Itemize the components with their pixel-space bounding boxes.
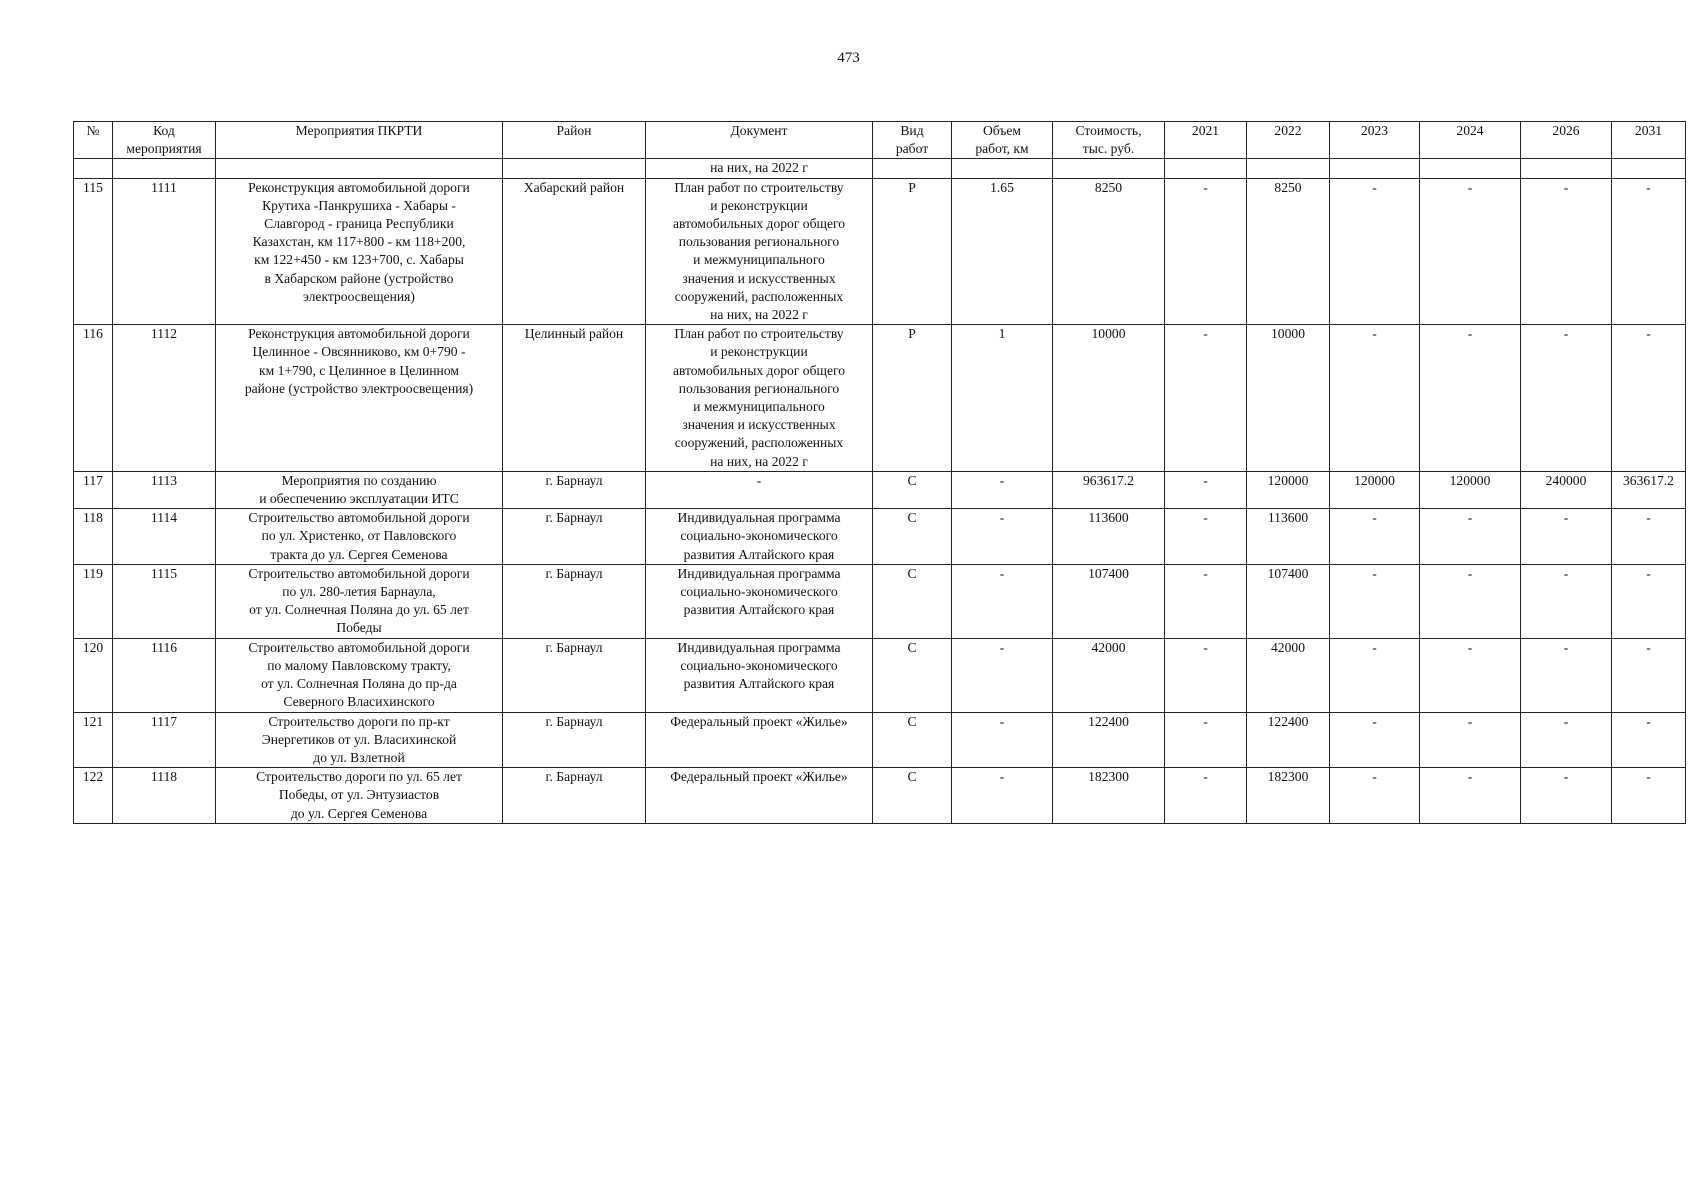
cell-y2026: - — [1521, 178, 1612, 325]
cell-cost: 122400 — [1053, 712, 1165, 768]
cell-number: 116 — [74, 325, 113, 472]
cell-y2026: - — [1521, 325, 1612, 472]
table-row — [74, 564, 1686, 638]
cell-y2021: - — [1165, 564, 1247, 638]
cell-y2031: - — [1612, 768, 1686, 824]
cell-y2022: 10000 — [1247, 325, 1330, 472]
cell-cost: 107400 — [1053, 564, 1165, 638]
cell-district: г. Барнаул — [503, 509, 646, 565]
cell-y2022: 122400 — [1247, 712, 1330, 768]
cell-y2021: - — [1165, 638, 1247, 712]
cell-measure: Строительство автомобильной дороги по ул. Христенко, от Павловского тракта до ул. Сергея Семенова — [216, 509, 503, 565]
cell-measure: Строительство автомобильной дороги по малому Павловскому тракту, от ул. Солнечная Поляна до пр-да Северного Власихинского — [216, 638, 503, 712]
table-row — [74, 768, 1686, 824]
cell-document: Федеральный проект «Жилье» — [646, 768, 873, 824]
cell-district: Хабарский район — [503, 178, 646, 325]
cell-y2024: 120000 — [1420, 471, 1521, 508]
cell-work-type: Р — [873, 178, 952, 325]
cell-district: г. Барнаул — [503, 638, 646, 712]
table-cell — [216, 159, 503, 178]
cell-y2026: - — [1521, 638, 1612, 712]
cell-code: 1118 — [113, 768, 216, 824]
cell-work-type: С — [873, 471, 952, 508]
cell-document: - — [646, 471, 873, 508]
col-header-2021: 2021 — [1165, 122, 1247, 159]
table-cell — [113, 159, 216, 178]
cell-work-volume: 1.65 — [952, 178, 1053, 325]
col-header-code: Код мероприятия — [113, 122, 216, 159]
cell-y2031: - — [1612, 509, 1686, 565]
cell-y2022: 8250 — [1247, 178, 1330, 325]
cell-y2021: - — [1165, 178, 1247, 325]
cell-y2031: 363617.2 — [1612, 471, 1686, 508]
table-cell — [873, 159, 952, 178]
cell-y2026: 240000 — [1521, 471, 1612, 508]
cell-y2031: - — [1612, 712, 1686, 768]
cell-work-type: С — [873, 564, 952, 638]
cell-cost: 10000 — [1053, 325, 1165, 472]
cell-measure: Строительство дороги по пр-кт Энергетиков от ул. Власихинской до ул. Взлетной — [216, 712, 503, 768]
table-row — [74, 471, 1686, 508]
cell-document: План работ по строительству и реконструкции автомобильных дорог общего пользования регионального и межмуниципального значения и искусственных сооружений, расположенных на них, на 2022 г — [646, 325, 873, 472]
col-header-2026: 2026 — [1521, 122, 1612, 159]
table-cell — [503, 159, 646, 178]
cell-document: План работ по строительству и реконструкции автомобильных дорог общего пользования регионального и межмуниципального значения и искусственных сооружений, расположенных на них, на 2022 г — [646, 178, 873, 325]
cell-y2021: - — [1165, 471, 1247, 508]
cell-measure: Строительство дороги по ул. 65 лет Победы, от ул. Энтузиастов до ул. Сергея Семенова — [216, 768, 503, 824]
cell-code: 1112 — [113, 325, 216, 472]
cell-y2021: - — [1165, 509, 1247, 565]
cell-y2022: 120000 — [1247, 471, 1330, 508]
cell-document: Индивидуальная программа социально-экономического развития Алтайского края — [646, 638, 873, 712]
cell-number: 120 — [74, 638, 113, 712]
table-cell — [1521, 159, 1612, 178]
cell-y2023: - — [1330, 712, 1420, 768]
cell-code: 1111 — [113, 178, 216, 325]
cell-y2021: - — [1165, 768, 1247, 824]
table-cell — [1247, 159, 1330, 178]
cell-y2024: - — [1420, 325, 1521, 472]
col-header-district: Район — [503, 122, 646, 159]
cell-work-type: С — [873, 509, 952, 565]
table-row — [74, 712, 1686, 768]
cell-number: 119 — [74, 564, 113, 638]
table-cell — [1420, 159, 1521, 178]
cell-district: г. Барнаул — [503, 712, 646, 768]
cell-work-volume: - — [952, 712, 1053, 768]
cell-cost: 963617.2 — [1053, 471, 1165, 508]
cell-y2021: - — [1165, 712, 1247, 768]
cell-number: 117 — [74, 471, 113, 508]
table-cell — [1330, 159, 1420, 178]
col-header-2024: 2024 — [1420, 122, 1521, 159]
cell-y2022: 182300 — [1247, 768, 1330, 824]
table-row — [74, 178, 1686, 325]
cell-y2023: - — [1330, 564, 1420, 638]
cell-y2023: - — [1330, 178, 1420, 325]
cell-y2024: - — [1420, 509, 1521, 565]
cell-cost: 182300 — [1053, 768, 1165, 824]
cell-y2023: - — [1330, 509, 1420, 565]
table-cell — [74, 159, 113, 178]
cell-cost: 113600 — [1053, 509, 1165, 565]
table-cell: на них, на 2022 г — [646, 159, 873, 178]
table-row — [74, 638, 1686, 712]
col-header-cost: Стоимость, тыс. руб. — [1053, 122, 1165, 159]
cell-y2023: - — [1330, 325, 1420, 472]
col-header-2023: 2023 — [1330, 122, 1420, 159]
cell-y2023: - — [1330, 768, 1420, 824]
table-row — [74, 325, 1686, 472]
col-header-2022: 2022 — [1247, 122, 1330, 159]
cell-work-type: С — [873, 712, 952, 768]
cell-measure: Реконструкция автомобильной дороги Целинное - Овсянниково, км 0+790 - км 1+790, с Целинное в Целинном районе (устройство электроосвещения) — [216, 325, 503, 472]
cell-y2031: - — [1612, 638, 1686, 712]
table-cell — [1612, 159, 1686, 178]
cell-y2026: - — [1521, 564, 1612, 638]
cell-y2026: - — [1521, 768, 1612, 824]
cell-y2023: - — [1330, 638, 1420, 712]
cell-y2031: - — [1612, 178, 1686, 325]
col-header-number: № — [74, 122, 113, 159]
col-header-2031: 2031 — [1612, 122, 1686, 159]
cell-district: Целинный район — [503, 325, 646, 472]
cell-y2026: - — [1521, 712, 1612, 768]
cell-code: 1114 — [113, 509, 216, 565]
cell-work-volume: - — [952, 564, 1053, 638]
table-cell — [1165, 159, 1247, 178]
table-cell — [952, 159, 1053, 178]
col-header-document: Документ — [646, 122, 873, 159]
cell-y2023: 120000 — [1330, 471, 1420, 508]
cell-district: г. Барнаул — [503, 564, 646, 638]
cell-number: 121 — [74, 712, 113, 768]
col-header-work-type: Вид работ — [873, 122, 952, 159]
cell-code: 1116 — [113, 638, 216, 712]
cell-document: Индивидуальная программа социально-экономического развития Алтайского края — [646, 509, 873, 565]
continuation-row — [74, 159, 1686, 178]
col-header-work-volume: Объем работ, км — [952, 122, 1053, 159]
cell-number: 115 — [74, 178, 113, 325]
cell-y2022: 107400 — [1247, 564, 1330, 638]
cell-y2031: - — [1612, 325, 1686, 472]
col-header-measure: Мероприятия ПКРТИ — [216, 122, 503, 159]
cell-work-volume: - — [952, 471, 1053, 508]
cell-y2022: 113600 — [1247, 509, 1330, 565]
cell-work-type: С — [873, 638, 952, 712]
cell-work-type: Р — [873, 325, 952, 472]
cell-y2024: - — [1420, 712, 1521, 768]
cell-cost: 8250 — [1053, 178, 1165, 325]
cell-number: 122 — [74, 768, 113, 824]
cell-measure: Реконструкция автомобильной дороги Крутиха -Панкрушиха - Хабары - Славгород - граница Республики Казахстан, км 117+800 - км 118+200, км 122+450 - км 123+700, с. Хабары в Хабарском районе (устройство электроосвещения) — [216, 178, 503, 325]
cell-code: 1113 — [113, 471, 216, 508]
cell-y2024: - — [1420, 768, 1521, 824]
cell-y2022: 42000 — [1247, 638, 1330, 712]
cell-work-volume: - — [952, 638, 1053, 712]
page-number: 473 — [837, 50, 860, 66]
cell-y2024: - — [1420, 564, 1521, 638]
header-row — [74, 122, 1686, 159]
cell-work-volume: 1 — [952, 325, 1053, 472]
cell-document: Индивидуальная программа социально-экономического развития Алтайского края — [646, 564, 873, 638]
cell-y2031: - — [1612, 564, 1686, 638]
cell-y2026: - — [1521, 509, 1612, 565]
cell-work-type: С — [873, 768, 952, 824]
table-row — [74, 509, 1686, 565]
cell-work-volume: - — [952, 768, 1053, 824]
cell-y2021: - — [1165, 325, 1247, 472]
cell-code: 1115 — [113, 564, 216, 638]
projects-table — [73, 121, 1686, 824]
cell-code: 1117 — [113, 712, 216, 768]
table-cell — [1053, 159, 1165, 178]
cell-measure: Мероприятия по созданию и обеспечению эксплуатации ИТС — [216, 471, 503, 508]
cell-district: г. Барнаул — [503, 768, 646, 824]
cell-y2024: - — [1420, 638, 1521, 712]
cell-work-volume: - — [952, 509, 1053, 565]
cell-measure: Строительство автомобильной дороги по ул. 280-летия Барнаула, от ул. Солнечная Поляна до ул. 65 лет Победы — [216, 564, 503, 638]
cell-y2024: - — [1420, 178, 1521, 325]
cell-district: г. Барнаул — [503, 471, 646, 508]
cell-document: Федеральный проект «Жилье» — [646, 712, 873, 768]
cell-cost: 42000 — [1053, 638, 1165, 712]
cell-number: 118 — [74, 509, 113, 565]
